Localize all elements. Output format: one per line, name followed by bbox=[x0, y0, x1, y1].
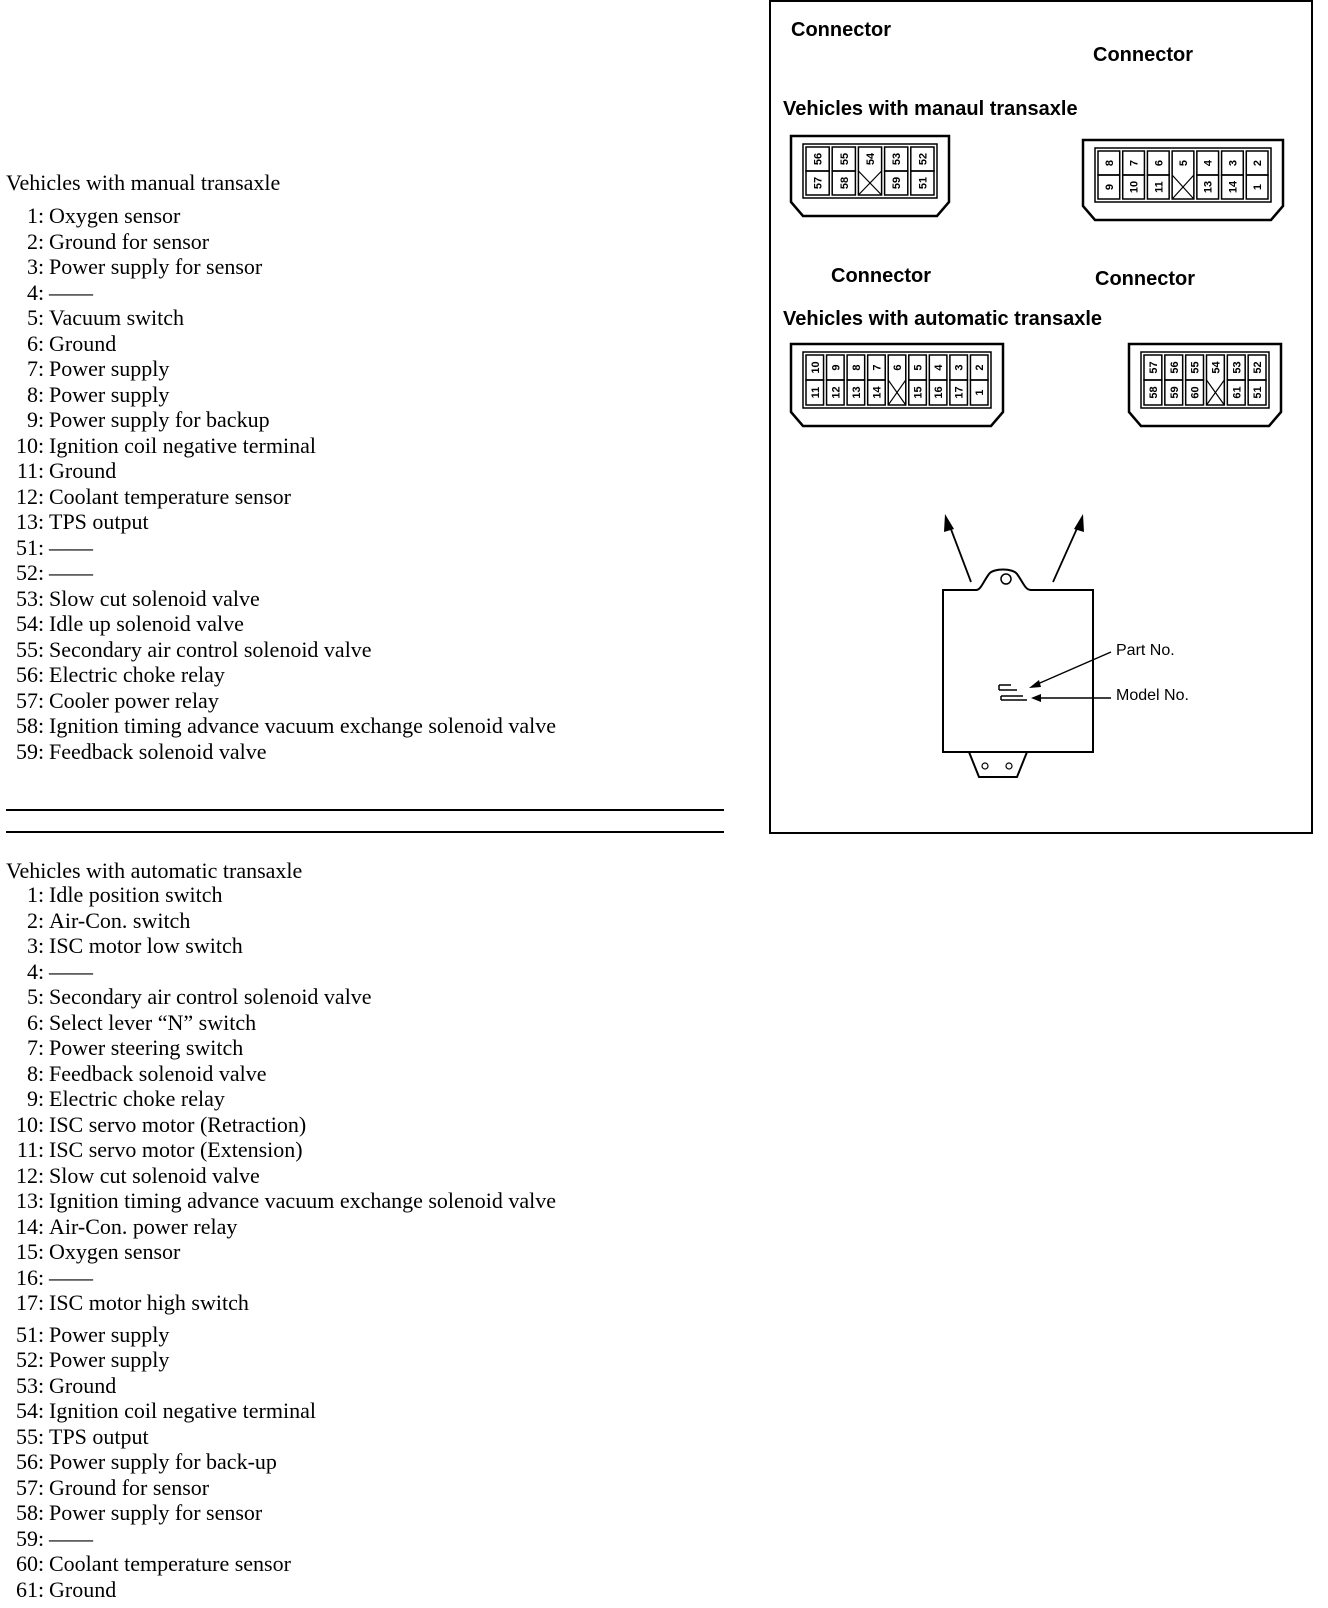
pin-separator: : bbox=[38, 1060, 45, 1086]
auto-left-connector-pin-label: 6 bbox=[892, 364, 904, 371]
pin-description: Slow cut solenoid valve bbox=[49, 585, 260, 611]
pin-separator: : bbox=[38, 1009, 45, 1035]
auto-right-connector-pin-label: 58 bbox=[1147, 386, 1160, 399]
pin-description: Power supply bbox=[49, 1347, 170, 1372]
pin-description: Coolant temperature sensor bbox=[49, 483, 291, 509]
pin-description: Coolant temperature sensor bbox=[49, 1551, 291, 1576]
manual-left-connector-pin-label: 59 bbox=[891, 176, 904, 190]
pin-number: 57 bbox=[16, 687, 38, 713]
manual-right-connector-face bbox=[1095, 148, 1271, 202]
pin-number: 1 bbox=[27, 882, 38, 907]
pin-number: 52 bbox=[16, 560, 38, 585]
pin-number: 61 bbox=[16, 1576, 38, 1602]
pin-separator: : bbox=[38, 1398, 45, 1423]
pin-description: Air-Con. power relay bbox=[49, 1213, 238, 1239]
automatic-pin-row bbox=[0, 1577, 116, 1602]
pin-number: 16 bbox=[16, 1264, 38, 1290]
manual-right-connector-pin-label: 9 bbox=[1103, 183, 1116, 191]
automatic-pin-row bbox=[0, 1112, 306, 1137]
pin-number: 59 bbox=[16, 1525, 38, 1551]
pin-description: Select lever “N” switch bbox=[49, 1009, 257, 1035]
pin-description: —— bbox=[49, 1525, 93, 1551]
pin-description: —— bbox=[49, 560, 93, 585]
pin-description: ISC servo motor (Extension) bbox=[49, 1137, 303, 1162]
auto-right-connector-pin-label: 52 bbox=[1252, 361, 1265, 374]
model-no-leader-head bbox=[1031, 694, 1041, 702]
connector-label-2: Connector bbox=[1093, 44, 1193, 66]
manual-pin-row bbox=[0, 280, 93, 305]
pin-number: 1 bbox=[27, 203, 38, 228]
pin-separator: : bbox=[38, 738, 45, 764]
automatic-pin-row bbox=[0, 1035, 243, 1060]
pin-description: Slow cut solenoid valve bbox=[49, 1162, 260, 1188]
automatic-pin-row bbox=[0, 1551, 291, 1576]
pin-description: Ground bbox=[49, 458, 117, 483]
pin-number: 13 bbox=[16, 509, 38, 534]
pin-description: Cooler power relay bbox=[49, 687, 219, 713]
part-no-leader-head bbox=[1029, 680, 1041, 688]
pin-description: Power supply bbox=[49, 381, 170, 407]
manual-right-connector-pin-label: 14 bbox=[1227, 180, 1240, 194]
pin-description: Ground bbox=[49, 1372, 117, 1398]
pin-separator: : bbox=[38, 1551, 45, 1576]
pin-number: 51 bbox=[16, 534, 38, 560]
pin-separator: : bbox=[38, 1086, 45, 1111]
auto-right-connector-pin-label: 53 bbox=[1231, 361, 1244, 374]
manual-pin-row bbox=[0, 509, 149, 534]
manual-pin-row bbox=[0, 458, 116, 483]
pin-separator: : bbox=[38, 356, 45, 381]
divider-top bbox=[6, 809, 724, 811]
pin-number: 3 bbox=[27, 254, 38, 279]
automatic-pin-row bbox=[0, 1290, 249, 1315]
manual-right-connector-pin-label: 10 bbox=[1128, 180, 1141, 194]
manual-right-connector-pin-label: 11 bbox=[1153, 181, 1166, 193]
automatic-pin-row bbox=[0, 908, 190, 933]
auto-left-connector-pin-label: 5 bbox=[912, 364, 925, 371]
connector-diagram bbox=[771, 2, 1311, 832]
pin-separator: : bbox=[38, 1525, 45, 1551]
mount-hole-bottom bbox=[1006, 763, 1012, 769]
manual-right-connector-pin-label: 3 bbox=[1227, 159, 1240, 167]
automatic-pin-row bbox=[0, 1373, 116, 1398]
connector-label-3: Connector bbox=[831, 265, 931, 287]
pin-separator: : bbox=[38, 560, 45, 585]
manual-pin-row bbox=[0, 356, 169, 381]
automatic-heading: Vehicles with automatic transaxle bbox=[6, 858, 303, 883]
pin-separator: : bbox=[38, 1035, 45, 1060]
pin-number: 53 bbox=[16, 585, 38, 611]
auto-right-connector-pin-label: 55 bbox=[1189, 361, 1202, 374]
pin-separator: : bbox=[38, 1347, 45, 1372]
manual-pin-row bbox=[0, 407, 270, 432]
pin-separator: : bbox=[38, 713, 45, 738]
pin-description: Electric choke relay bbox=[49, 662, 225, 687]
automatic-pin-row bbox=[0, 1163, 260, 1188]
pin-separator: : bbox=[38, 984, 45, 1009]
manual-right-connector-housing bbox=[1083, 140, 1283, 220]
pin-description: Idle up solenoid valve bbox=[49, 611, 244, 636]
pin-number: 59 bbox=[16, 738, 38, 764]
manual-pin-row bbox=[0, 382, 169, 407]
pin-number: 60 bbox=[16, 1551, 38, 1576]
manual-diagram-heading: Vehicles with manaul transaxle bbox=[783, 98, 1078, 120]
pin-separator: : bbox=[38, 432, 45, 458]
divider-bottom bbox=[6, 831, 724, 833]
manual-left-connector-housing bbox=[791, 136, 949, 216]
manual-right-connector-pin-label: 4 bbox=[1202, 159, 1215, 167]
pin-description: Vacuum switch bbox=[49, 305, 185, 330]
manual-right-connector-pin-label: 13 bbox=[1202, 180, 1215, 194]
pin-separator: : bbox=[38, 882, 45, 907]
pin-separator: : bbox=[38, 381, 45, 407]
pin-separator: : bbox=[38, 1162, 45, 1188]
auto-left-connector-pin-cell bbox=[888, 355, 906, 405]
pin-description: Feedback solenoid valve bbox=[49, 1060, 267, 1086]
pin-number: 2 bbox=[27, 907, 38, 933]
part-no-leader bbox=[1033, 652, 1111, 686]
model-no-marker bbox=[1001, 696, 1027, 700]
arrow-left bbox=[949, 524, 971, 582]
pin-description: —— bbox=[49, 279, 93, 305]
pin-number: 14 bbox=[16, 1213, 38, 1239]
pin-number: 4 bbox=[27, 958, 38, 984]
pin-number: 17 bbox=[16, 1290, 38, 1315]
pin-number: 8 bbox=[27, 1060, 38, 1086]
pin-description: —— bbox=[49, 958, 93, 984]
pin-separator: : bbox=[38, 662, 45, 687]
mount-hole-top bbox=[1001, 574, 1011, 584]
automatic-pin-row bbox=[0, 1086, 225, 1111]
pin-separator: : bbox=[38, 509, 45, 534]
pin-description: Air-Con. switch bbox=[49, 907, 191, 933]
pin-separator: : bbox=[38, 1111, 45, 1137]
part-no-marker bbox=[999, 685, 1017, 690]
manual-pin-row bbox=[0, 611, 244, 636]
pin-number: 4 bbox=[27, 279, 38, 305]
ecu-body bbox=[943, 570, 1093, 753]
pin-number: 6 bbox=[27, 1009, 38, 1035]
pin-number: 55 bbox=[16, 636, 38, 662]
manual-right-connector-pin-cell bbox=[1172, 151, 1194, 199]
pin-separator: : bbox=[38, 279, 45, 305]
pin-separator: : bbox=[38, 1449, 45, 1474]
pin-number: 11 bbox=[16, 1137, 38, 1162]
pin-separator: : bbox=[38, 687, 45, 713]
pin-number: 55 bbox=[16, 1423, 38, 1449]
manual-left-connector-pin-label: 52 bbox=[917, 152, 930, 166]
automatic-pin-row bbox=[0, 882, 223, 907]
pin-number: 7 bbox=[27, 356, 38, 381]
arrow-left-head bbox=[944, 514, 954, 532]
mount-tab-bottom bbox=[969, 752, 1027, 777]
auto-left-connector-pin-label: 13 bbox=[850, 386, 863, 399]
pin-number: 51 bbox=[16, 1321, 38, 1347]
pin-number: 56 bbox=[16, 662, 38, 687]
pin-number: 5 bbox=[27, 984, 38, 1009]
auto-right-connector-pin-label: 54 bbox=[1210, 361, 1223, 374]
pin-number: 54 bbox=[16, 1398, 38, 1423]
auto-left-connector-pin-label: 10 bbox=[809, 361, 822, 374]
automatic-pin-row bbox=[0, 1265, 93, 1290]
automatic-pin-row bbox=[0, 1239, 180, 1264]
automatic-pin-row bbox=[0, 1500, 262, 1525]
automatic-pin-row bbox=[0, 1061, 267, 1086]
pin-number: 10 bbox=[16, 1111, 38, 1137]
auto-right-connector-pin-label: 57 bbox=[1147, 361, 1160, 374]
manual-left-connector-pin-label: 57 bbox=[812, 176, 825, 190]
pin-number: 53 bbox=[16, 1372, 38, 1398]
manual-right-connector-pin-label: 1 bbox=[1252, 183, 1265, 191]
manual-pin-row bbox=[0, 688, 219, 713]
pin-number: 8 bbox=[27, 381, 38, 407]
manual-pin-row bbox=[0, 433, 316, 458]
pin-separator: : bbox=[38, 907, 45, 933]
manual-right-connector-pin-label: 8 bbox=[1103, 159, 1116, 167]
pin-separator: : bbox=[38, 254, 45, 279]
pin-number: 54 bbox=[16, 611, 38, 636]
pin-description: ISC motor high switch bbox=[49, 1290, 249, 1315]
pin-number: 12 bbox=[16, 483, 38, 509]
auto-left-connector-pin-label: 16 bbox=[933, 386, 946, 399]
pin-number: 9 bbox=[27, 407, 38, 432]
automatic-diagram-heading: Vehicles with automatic transaxle bbox=[783, 308, 1103, 330]
pin-number: 57 bbox=[16, 1474, 38, 1500]
auto-left-connector-pin-label: 3 bbox=[953, 364, 966, 371]
pin-description: Feedback solenoid valve bbox=[49, 738, 267, 764]
pin-description: Ground for sensor bbox=[49, 228, 210, 254]
automatic-pin-row bbox=[0, 1347, 169, 1372]
pin-description: Secondary air control solenoid valve bbox=[49, 636, 372, 662]
connector-label-1: Connector bbox=[791, 19, 891, 41]
pin-description: Ignition coil negative terminal bbox=[49, 1398, 316, 1423]
pin-separator: : bbox=[38, 1213, 45, 1239]
auto-left-connector-pin-label: 15 bbox=[912, 386, 925, 399]
auto-left-connector-pin-label: 2 bbox=[974, 364, 987, 371]
automatic-pin-row bbox=[0, 933, 243, 958]
auto-left-connector-pin-label: 1 bbox=[974, 389, 987, 396]
mount-hole-bottom bbox=[982, 763, 988, 769]
manual-left-connector-pin-label: 58 bbox=[838, 176, 851, 190]
manual-pin-row bbox=[0, 484, 291, 509]
pin-description: TPS output bbox=[49, 1423, 149, 1449]
pin-description: Oxygen sensor bbox=[49, 203, 181, 228]
auto-right-connector-pin-label: 56 bbox=[1168, 361, 1181, 374]
part-no-label: Part No. bbox=[1116, 642, 1175, 659]
manual-pin-row bbox=[0, 535, 93, 560]
auto-left-connector-pin-label: 4 bbox=[933, 364, 946, 371]
pin-separator: : bbox=[38, 458, 45, 483]
pin-separator: : bbox=[38, 534, 45, 560]
manual-pin-row bbox=[0, 586, 260, 611]
auto-left-connector-pin-label: 11 bbox=[809, 386, 822, 399]
pin-separator: : bbox=[38, 1264, 45, 1290]
manual-pin-row bbox=[0, 662, 225, 687]
pin-number: 11 bbox=[16, 458, 38, 483]
auto-left-connector-pin-label: 12 bbox=[830, 386, 843, 399]
pin-description: Idle position switch bbox=[49, 882, 223, 907]
pin-number: 10 bbox=[16, 432, 38, 458]
automatic-pin-row bbox=[0, 1449, 277, 1474]
pin-number: 52 bbox=[16, 1347, 38, 1372]
automatic-pin-row bbox=[0, 1214, 237, 1239]
auto-left-connector-pin-label: 8 bbox=[850, 364, 863, 371]
pin-number: 7 bbox=[27, 1035, 38, 1060]
pin-description: Power supply bbox=[49, 1321, 170, 1347]
automatic-pin-row bbox=[0, 1322, 169, 1347]
automatic-pin-row bbox=[0, 1475, 209, 1500]
pin-separator: : bbox=[38, 1239, 45, 1264]
pin-separator: : bbox=[38, 958, 45, 984]
manual-left-connector-pin-label: 56 bbox=[812, 152, 825, 166]
pin-separator: : bbox=[38, 330, 45, 356]
pin-separator: : bbox=[38, 611, 45, 636]
pin-number: 58 bbox=[16, 1500, 38, 1525]
manual-left-connector-pin-label: 55 bbox=[838, 152, 851, 166]
auto-left-connector-pin-label: 7 bbox=[871, 364, 884, 371]
automatic-pin-row bbox=[0, 1398, 316, 1423]
manual-heading: Vehicles with manual transaxle bbox=[6, 170, 281, 195]
pin-separator: : bbox=[38, 1576, 45, 1602]
pin-description: Power supply for sensor bbox=[49, 254, 263, 279]
manual-pin-row bbox=[0, 305, 184, 330]
connector-label-4: Connector bbox=[1095, 268, 1195, 290]
auto-left-connector-pin-label: 9 bbox=[830, 364, 843, 371]
manual-pin-row bbox=[0, 637, 372, 662]
pin-description: —— bbox=[49, 1264, 93, 1290]
pin-separator: : bbox=[38, 483, 45, 509]
automatic-pin-row bbox=[0, 1137, 303, 1162]
manual-left-connector-pin-label: 53 bbox=[891, 152, 904, 166]
automatic-pin-row bbox=[0, 1188, 556, 1213]
pin-separator: : bbox=[38, 1500, 45, 1525]
model-no-label: Model No. bbox=[1116, 687, 1189, 704]
automatic-pin-row bbox=[0, 1424, 149, 1449]
manual-pin-row bbox=[0, 331, 116, 356]
pin-separator: : bbox=[38, 933, 45, 958]
pin-description: Ground bbox=[49, 1576, 117, 1602]
pin-number: 6 bbox=[27, 330, 38, 356]
auto-left-connector-pin-label: 14 bbox=[871, 386, 884, 399]
connector-diagram-panel bbox=[769, 0, 1313, 834]
manual-right-connector-pin-label: 5 bbox=[1178, 159, 1190, 167]
auto-right-connector-pin-label: 51 bbox=[1252, 386, 1265, 399]
pin-separator: : bbox=[38, 1137, 45, 1162]
manual-left-connector-pin-label: 54 bbox=[865, 152, 877, 166]
manual-left-connector-pin-label: 51 bbox=[917, 176, 930, 190]
pin-separator: : bbox=[38, 1321, 45, 1347]
pin-number: 56 bbox=[16, 1449, 38, 1474]
pin-separator: : bbox=[38, 1423, 45, 1449]
auto-right-connector-pin-label: 59 bbox=[1168, 386, 1181, 399]
auto-left-connector-pin-label: 17 bbox=[953, 386, 966, 399]
automatic-pin-row bbox=[0, 959, 93, 984]
automatic-pin-row bbox=[0, 1010, 256, 1035]
pin-description: Electric choke relay bbox=[49, 1086, 225, 1111]
arrow-right bbox=[1053, 524, 1079, 582]
pin-separator: : bbox=[38, 636, 45, 662]
manual-right-connector-pin-label: 7 bbox=[1128, 159, 1141, 167]
pin-description: TPS output bbox=[49, 509, 149, 534]
pin-description: ISC servo motor (Retraction) bbox=[49, 1111, 307, 1137]
auto-right-connector-pin-label: 61 bbox=[1231, 386, 1244, 399]
pin-separator: : bbox=[38, 228, 45, 254]
automatic-pin-row bbox=[0, 1526, 93, 1551]
pin-description: —— bbox=[49, 534, 93, 560]
pin-separator: : bbox=[38, 305, 45, 330]
automatic-pin-row bbox=[0, 984, 372, 1009]
manual-right-connector-pin-label: 6 bbox=[1153, 159, 1166, 167]
manual-right-connector-pin-label: 2 bbox=[1252, 159, 1265, 167]
pin-description: Power supply bbox=[49, 356, 170, 381]
pin-description: ISC motor low switch bbox=[49, 933, 243, 958]
pin-separator: : bbox=[38, 585, 45, 611]
auto-right-connector-housing bbox=[1129, 344, 1281, 426]
pin-description: Oxygen sensor bbox=[49, 1239, 181, 1264]
manual-pin-row bbox=[0, 254, 262, 279]
pin-separator: : bbox=[38, 1474, 45, 1500]
pin-number: 58 bbox=[16, 713, 38, 738]
manual-pin-row bbox=[0, 203, 180, 228]
pin-number: 2 bbox=[27, 228, 38, 254]
manual-pin-row bbox=[0, 739, 267, 764]
manual-pin-row bbox=[0, 560, 93, 585]
pin-number: 15 bbox=[16, 1239, 38, 1264]
pin-description: Ignition coil negative terminal bbox=[49, 432, 316, 458]
pin-description: Secondary air control solenoid valve bbox=[49, 984, 372, 1009]
pin-description: Power steering switch bbox=[49, 1035, 244, 1060]
pin-number: 5 bbox=[27, 305, 38, 330]
pin-number: 9 bbox=[27, 1086, 38, 1111]
manual-pin-row bbox=[0, 713, 556, 738]
pin-description: Power supply for backup bbox=[49, 407, 270, 432]
pin-description: Power supply for back-up bbox=[49, 1449, 277, 1474]
pin-separator: : bbox=[38, 1290, 45, 1315]
pin-separator: : bbox=[38, 1372, 45, 1398]
auto-right-connector-pin-label: 60 bbox=[1189, 386, 1202, 399]
pin-separator: : bbox=[38, 407, 45, 432]
pin-number: 13 bbox=[16, 1188, 38, 1213]
manual-pin-row bbox=[0, 229, 209, 254]
pin-number: 3 bbox=[27, 933, 38, 958]
pin-description: Ground for sensor bbox=[49, 1474, 210, 1500]
pin-number: 12 bbox=[16, 1162, 38, 1188]
pin-separator: : bbox=[38, 203, 45, 228]
pin-separator: : bbox=[38, 1188, 45, 1213]
auto-left-connector-housing bbox=[791, 344, 1003, 426]
pin-description: Ignition timing advance vacuum exchange solenoid valve bbox=[49, 713, 557, 738]
pin-description: Ignition timing advance vacuum exchange solenoid valve bbox=[49, 1188, 557, 1213]
arrow-right-head bbox=[1074, 514, 1084, 532]
pin-description: Power supply for sensor bbox=[49, 1500, 263, 1525]
pin-description: Ground bbox=[49, 330, 117, 356]
